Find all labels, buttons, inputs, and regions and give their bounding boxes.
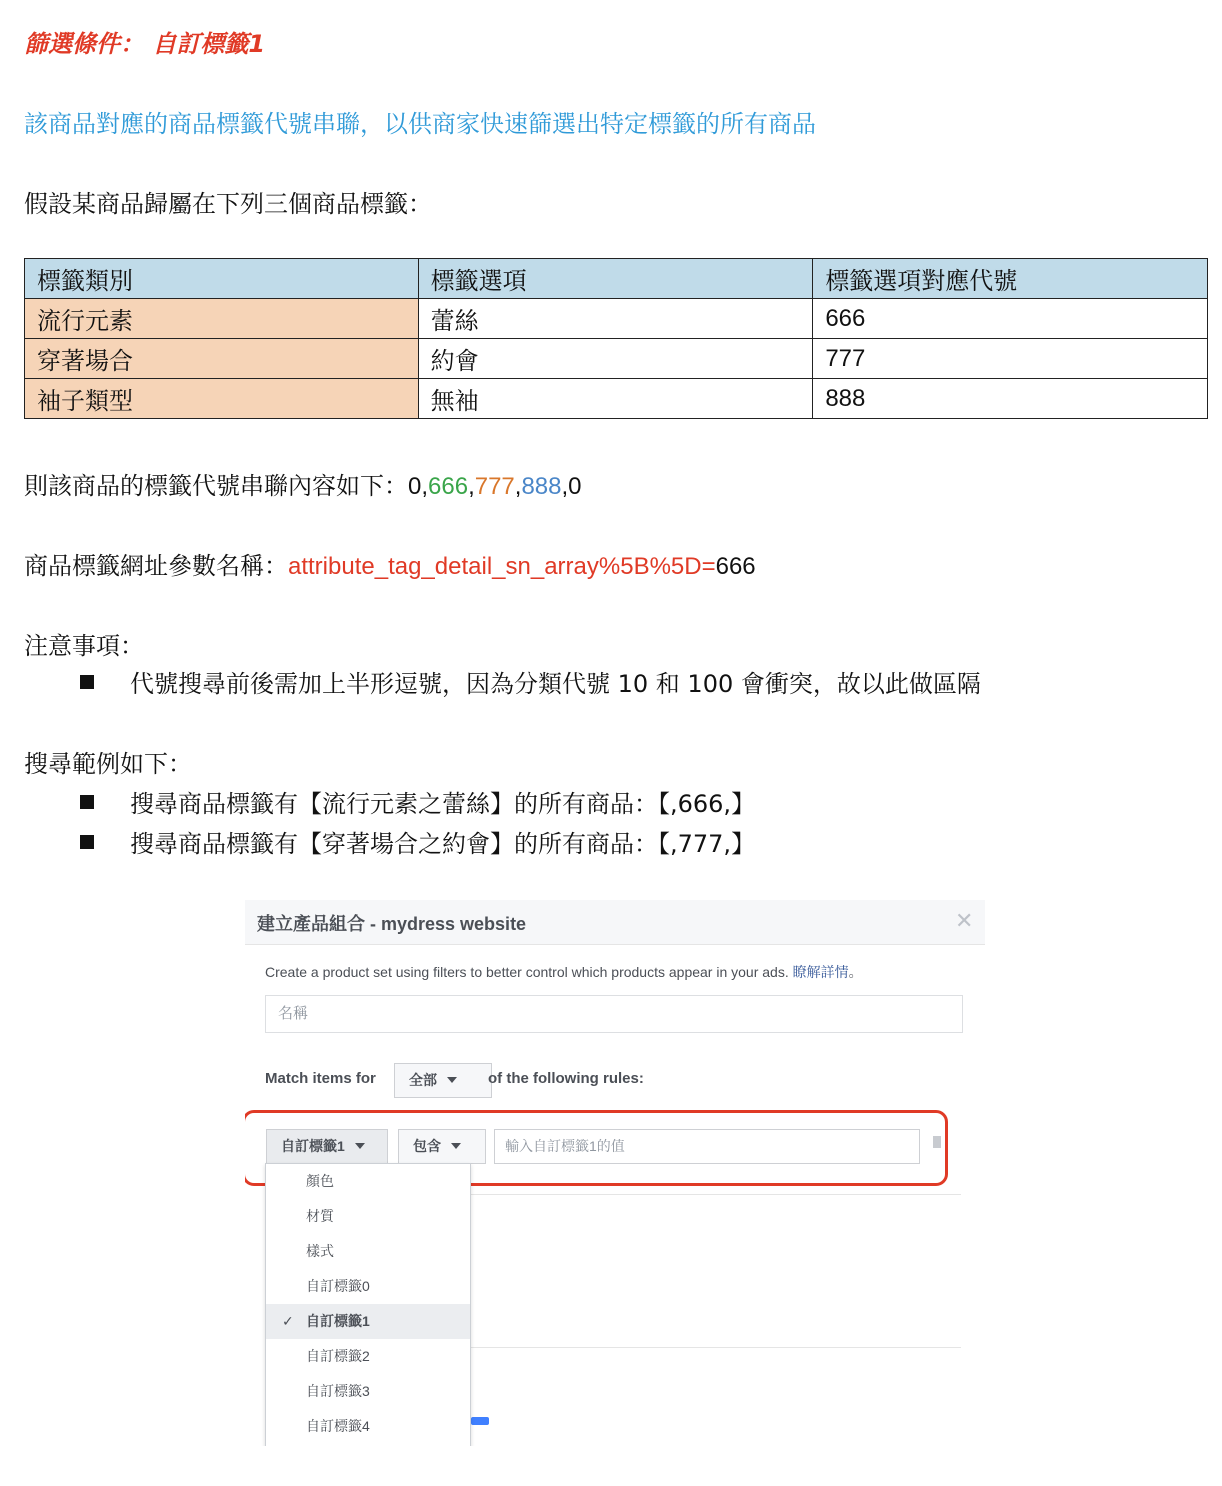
dropdown-item-label: 顏色 <box>306 1173 334 1189</box>
dropdown-item-selected[interactable] <box>266 1304 470 1339</box>
example-item-text: 搜尋商品標籤有【穿著場合之約會】的所有商品：【,777,】 <box>130 830 756 858</box>
code-777: 777 <box>474 473 515 500</box>
product-set-dialog <box>245 900 985 1446</box>
learn-more-link[interactable]: 瞭解詳情 <box>792 964 849 980</box>
table-header-cell: 標籤選項 <box>418 259 813 299</box>
bullet-square-icon <box>80 795 94 809</box>
match-tail-label: of the following rules: <box>488 1070 644 1087</box>
dropdown-item[interactable] <box>266 1374 470 1409</box>
table-cell-category: 穿著場合 <box>25 339 419 379</box>
match-label: Match items for <box>265 1070 376 1087</box>
dropdown-item[interactable] <box>266 1409 470 1444</box>
concat-prefix: 則該商品的標籤代號串聯內容如下： <box>24 472 408 500</box>
concat-comma: , <box>468 473 475 500</box>
help-text-end: 。 <box>848 964 863 980</box>
tag-table <box>24 258 1208 419</box>
dropdown-item-label: 自訂標籤0 <box>306 1278 370 1294</box>
url-param-line <box>24 546 756 581</box>
dialog-title: 建立產品組合 - mydress website <box>257 914 527 934</box>
intro-text: 假設某商品歸屬在下列三個商品標籤： <box>24 190 432 218</box>
dropdown-item[interactable] <box>266 1339 470 1374</box>
dialog-help-text <box>265 962 863 982</box>
table-row <box>25 339 1208 379</box>
table-header-cell: 標籤選項對應代號 <box>813 259 1208 299</box>
dropdown-item-label: 材質 <box>306 1208 334 1224</box>
match-mode-select[interactable] <box>394 1063 492 1098</box>
note-item-text: 代號搜尋前後需加上半形逗號，因為分類代號 10 和 100 會衝突，故以此做區隔 <box>130 670 981 698</box>
dropdown-item-label: 樣式 <box>306 1243 334 1259</box>
concat-tail: ,0 <box>561 473 582 500</box>
dropdown-item-label: 自訂標籤2 <box>306 1348 370 1364</box>
check-icon: ✓ <box>282 1313 294 1329</box>
rule-field-value: 自訂標籤1 <box>281 1138 345 1154</box>
bullet-square-icon <box>80 835 94 849</box>
url-param-value: 666 <box>715 553 756 580</box>
concat-comma: , <box>514 473 522 500</box>
table-cell-code: 777 <box>813 339 1208 379</box>
concat-line <box>24 466 582 501</box>
example-item <box>80 784 755 819</box>
dropdown-item[interactable] <box>266 1164 470 1199</box>
table-cell-code: 666 <box>813 299 1208 339</box>
table-row <box>25 379 1208 419</box>
dropdown-item[interactable] <box>266 1269 470 1304</box>
description-text: 該商品對應的商品標籤代號串聯，以供商家快速篩選出特定標籤的所有商品 <box>24 110 816 138</box>
example-item-text: 搜尋商品標籤有【流行元素之蕾絲】的所有商品：【,666,】 <box>130 790 756 818</box>
rule-operator-value: 包含 <box>413 1138 441 1154</box>
url-param-prefix: 商品標籤網址參數名稱： <box>24 552 288 580</box>
dropdown-item[interactable] <box>266 1234 470 1269</box>
dropdown-item-label: 自訂標籤1 <box>306 1313 370 1329</box>
table-cell-category: 袖子類型 <box>25 379 419 419</box>
field-dropdown-menu <box>265 1163 471 1446</box>
close-icon[interactable]: ✕ <box>955 908 974 933</box>
divider <box>470 1194 961 1195</box>
dropdown-item-label: 自訂標籤3 <box>306 1383 370 1399</box>
table-cell-code: 888 <box>813 379 1208 419</box>
table-cell-option: 約會 <box>418 339 813 379</box>
rule-value-input[interactable]: 輸入自訂標籤1的值 <box>494 1129 920 1164</box>
table-cell-option: 蕾絲 <box>418 299 813 339</box>
chevron-down-icon <box>447 1077 457 1083</box>
example-item <box>80 824 755 859</box>
note-item <box>80 664 981 699</box>
table-cell-option: 無袖 <box>418 379 813 419</box>
primary-button[interactable] <box>471 1417 489 1425</box>
dropdown-item-label: 自訂標籤4 <box>306 1418 370 1434</box>
concat-zero: 0, <box>408 473 429 500</box>
divider <box>470 1347 961 1348</box>
dropdown-item[interactable] <box>266 1199 470 1234</box>
code-888: 888 <box>521 473 562 500</box>
table-row <box>25 299 1208 339</box>
table-cell-category: 流行元素 <box>25 299 419 339</box>
table-header-cell: 標籤類別 <box>25 259 419 299</box>
notes-title: 注意事項： <box>24 632 144 660</box>
name-input[interactable]: 名稱 <box>265 995 963 1033</box>
table-header-row <box>25 259 1208 299</box>
match-mode-value: 全部 <box>409 1072 437 1088</box>
bullet-square-icon <box>80 675 94 689</box>
help-text: Create a product set using filters to better control which products appear in your ads. <box>265 964 789 980</box>
examples-title: 搜尋範例如下： <box>24 750 192 778</box>
url-param-name: attribute_tag_detail_sn_array%5B%5D= <box>288 553 716 580</box>
page-heading: 篩選條件： 自訂標籤1 <box>24 30 266 58</box>
code-666: 666 <box>428 473 469 500</box>
